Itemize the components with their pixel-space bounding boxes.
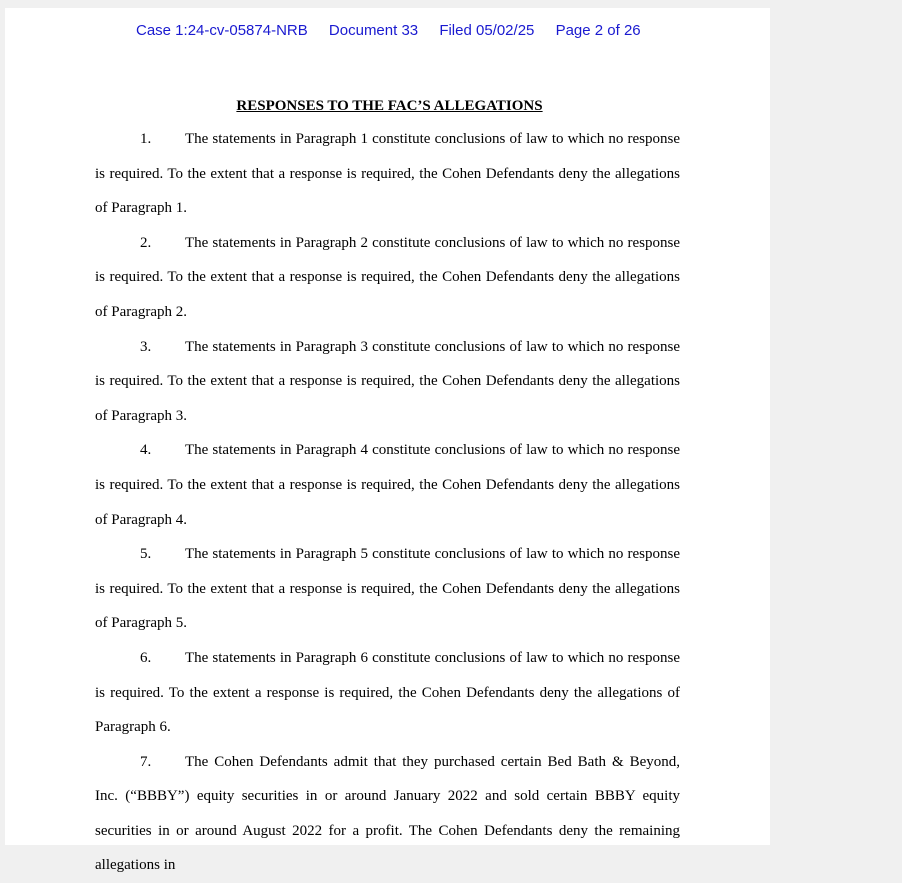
paragraph-5 xyxy=(95,537,680,641)
paragraph-text: The Cohen Defendants admit that they purchased certain Bed Bath & Beyond, Inc. (“BBBY”) equity securities in or around January 2022 and sold certain BBBY equity securities in or around August 2022 for a profit. The Cohen Defendants deny the remaining allegations in xyxy=(95,753,680,874)
paragraph-number: 2. xyxy=(140,234,152,251)
paragraph-text: The statements in Paragraph 6 constitute conclusions of law to which no response is required. To the extent a response is required, the Cohen Defendants deny the allegations of Paragraph 6. xyxy=(95,649,680,736)
filed-date: Filed 05/02/25 xyxy=(439,22,535,39)
paragraph-number: 5. xyxy=(140,546,152,563)
paragraph-4 xyxy=(95,433,680,537)
section-heading: RESPONSES TO THE FAC’S ALLEGATIONS xyxy=(236,98,543,114)
paragraph-2 xyxy=(95,226,680,330)
paragraph-1 xyxy=(95,122,680,226)
paragraph-number: 6. xyxy=(140,649,152,666)
paragraph-7 xyxy=(95,745,680,883)
paragraph-text: The statements in Paragraph 2 constitute conclusions of law to which no response is required. To the extent that a response is required, the Cohen Defendants deny the allegations of Paragraph 2. xyxy=(95,234,680,320)
paragraph-number: 3. xyxy=(140,338,152,355)
paragraph-number: 4. xyxy=(140,442,152,459)
paragraph-text: The statements in Paragraph 3 constitute conclusions of law to which no response is required. To the extent that a response is required, the Cohen Defendants deny the allegations of Paragraph 3. xyxy=(95,338,680,424)
page-indicator: Page 2 of 26 xyxy=(555,22,641,39)
document-number: Document 33 xyxy=(328,22,419,39)
paragraph-3 xyxy=(95,330,680,434)
document-page xyxy=(5,8,770,874)
paragraph-number: 7. xyxy=(140,753,152,770)
case-number: Case 1:24-cv-05874-NRB xyxy=(136,22,308,39)
paragraph-6 xyxy=(95,641,680,745)
paragraph-text: The statements in Paragraph 4 constitute conclusions of law to which no response is required. To the extent that a response is required, the Cohen Defendants deny the allegations of Paragraph 4. xyxy=(95,442,680,528)
paragraph-text: The statements in Paragraph 5 constitute conclusions of law to which no response is required. To the extent that a response is required, the Cohen Defendants deny the allegations of Paragraph 5. xyxy=(95,546,680,632)
document-body xyxy=(95,122,680,883)
paragraph-text: The statements in Paragraph 1 constitute conclusions of law to which no response is required. To the extent that a response is required, the Cohen Defendants deny the allegations of Paragraph 1. xyxy=(95,131,680,217)
paragraph-number: 1. xyxy=(140,131,152,147)
court-filing-header xyxy=(136,22,641,39)
